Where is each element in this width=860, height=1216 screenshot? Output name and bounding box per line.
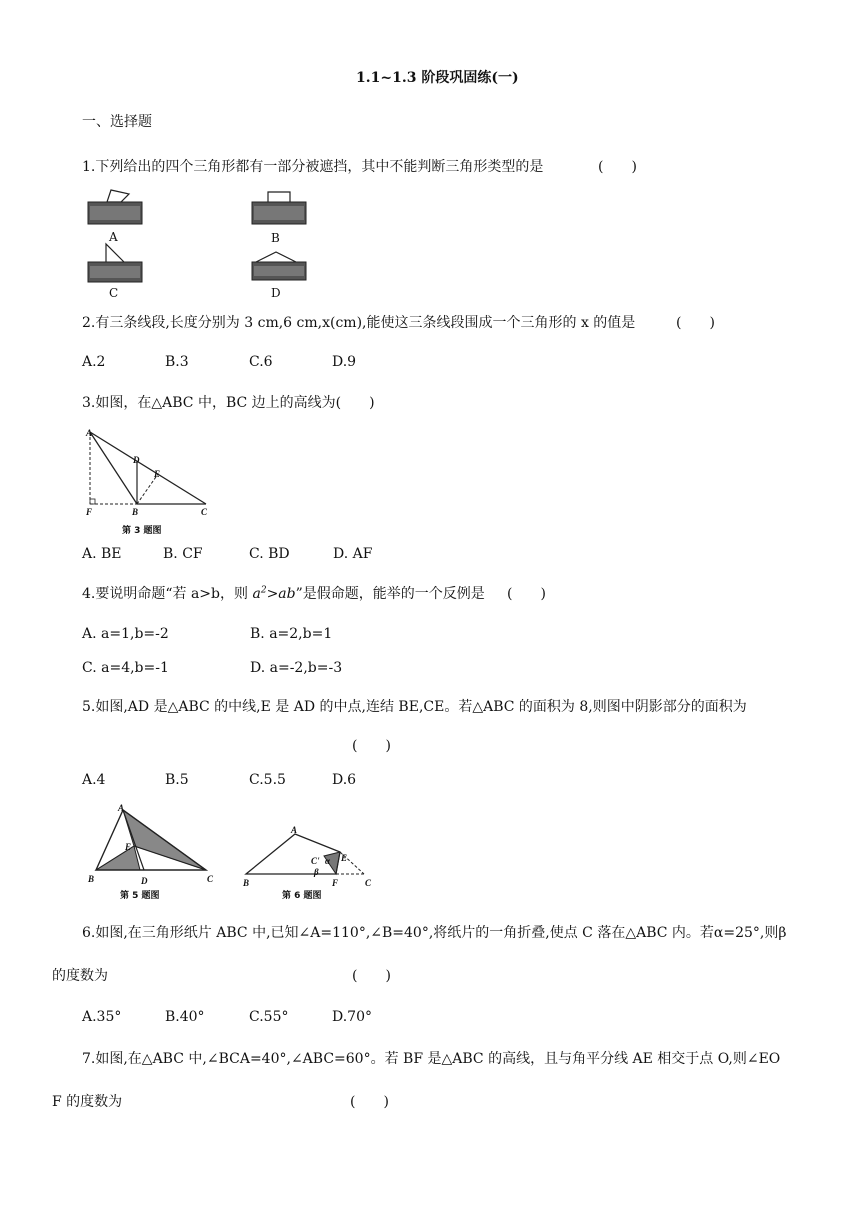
q3-option-d: D. AF (333, 546, 373, 562)
q4-math-base: a (252, 586, 261, 602)
q5-text: 5.如图,AD 是△ABC 的中线,E 是 AD 的中点,连结 BE,CE。若△ABC 的面积为 8,则图中阴影部分的面积为 (82, 699, 747, 715)
section-heading: 一、选择题 (82, 114, 152, 130)
q6-option-b: B.40° (165, 1009, 205, 1025)
q1-figure-c (84, 242, 146, 284)
q3-fig-caption: 第 3 题图 (122, 526, 162, 536)
q1-text: 1.下列给出的四个三角形都有一部分被遮挡，其中不能判断三角形类型的是 (82, 159, 544, 175)
q5-option-a: A.4 (82, 772, 106, 788)
q6-option-c: C.55° (249, 1009, 289, 1025)
q4-option-a: A. a=1,b=-2 (82, 626, 169, 642)
q3-fig-label-f: F (86, 507, 93, 517)
q6-fig-label-alpha: α (325, 856, 330, 866)
q6-fig-label-cprime: C' (311, 856, 320, 866)
q5-option-b: B.5 (165, 772, 189, 788)
q1-label-d: D (271, 286, 281, 300)
q2-option-c: C.6 (249, 354, 273, 370)
q2-option-a: A.2 (82, 354, 106, 370)
q4-paren: ( ) (507, 586, 546, 602)
q1-paren: ( ) (598, 159, 637, 175)
q6-fig-caption: 第 6 题图 (282, 891, 322, 901)
q4-math-rest: >ab (266, 586, 296, 602)
q3-option-b: B. CF (163, 546, 203, 562)
q6-fig-label-e: E (341, 853, 348, 863)
q5-fig-label-a: A (118, 803, 125, 813)
q5-option-d: D.6 (332, 772, 357, 788)
q5-fig-caption: 第 5 题图 (120, 891, 160, 901)
q1-label-a: A (109, 230, 118, 244)
q5-fig-label-e: E (125, 842, 132, 852)
q6-fig-label-f: F (332, 878, 339, 888)
q5-figure (88, 800, 218, 880)
q1-figure-b (248, 190, 310, 230)
q1-label-b: B (271, 231, 280, 245)
q3-fig-label-e: E (154, 469, 161, 479)
q7-text: 7.如图,在△ABC 中,∠BCA=40°,∠ABC=60°。若 BF 是△ABC 的高线，且与角平分线 AE 相交于点 O,则∠EO (82, 1051, 781, 1067)
q2-text: 2.有三条线段,长度分别为 3 cm,6 cm,x(cm),能使这三条线段围成一个三角形的 x 的值是 (82, 315, 636, 331)
q4-option-b: B. a=2,b=1 (250, 626, 333, 642)
q4-option-d: D. a=-2,b=-3 (250, 660, 343, 676)
q5-fig-label-c: C (207, 874, 214, 884)
q6-fig-label-beta: β (314, 867, 319, 877)
q3-text: 3.如图，在△ABC 中，BC 边上的高线为( ) (82, 395, 375, 411)
q2-option-b: B.3 (165, 354, 189, 370)
q6-fig-label-a: A (291, 825, 298, 835)
q6-paren: ( ) (352, 968, 391, 984)
q5-fig-label-b: B (88, 874, 95, 884)
q6-option-d: D.70° (332, 1009, 372, 1025)
q4-text-pre: 4.要说明命题“若 a>b，则 (82, 586, 249, 602)
q3-fig-label-d: D (133, 455, 140, 465)
q3-fig-label-b: B (132, 507, 139, 517)
q5-fig-label-d: D (141, 876, 148, 886)
q7-paren: ( ) (350, 1094, 389, 1110)
q6-option-a: A.35° (82, 1009, 122, 1025)
page-title: 1.1~1.3 阶段巩固练(一) (356, 70, 519, 86)
q7-text-cont: F 的度数为 (52, 1094, 123, 1110)
q4-math-exponent: 2 (260, 585, 267, 596)
q2-paren: ( ) (676, 315, 715, 331)
q2-option-d: D.9 (332, 354, 357, 370)
q5-paren: ( ) (352, 738, 391, 754)
q1-label-c: C (109, 286, 119, 300)
q3-option-c: C. BD (249, 546, 290, 562)
q6-fig-label-c: C (365, 878, 372, 888)
q1-figure-d (248, 248, 310, 284)
q3-option-a: A. BE (82, 546, 122, 562)
q3-fig-label-c: C (201, 507, 208, 517)
q4-text (82, 585, 485, 603)
q5-option-c: C.5.5 (249, 772, 286, 788)
q6-text-cont: 的度数为 (52, 968, 108, 984)
q6-fig-label-b: B (243, 878, 250, 888)
q3-fig-label-a: A (86, 428, 93, 438)
q4-text-post: ”是假命题，能举的一个反例是 (295, 586, 485, 602)
q6-figure (240, 822, 380, 882)
q4-option-c: C. a=4,b=-1 (82, 660, 169, 676)
q1-figure-a (84, 188, 146, 228)
q6-text: 6.如图,在三角形纸片 ABC 中,已知∠A=110°,∠B=40°,将纸片的一角折叠,使点 C 落在△ABC 内。若α=25°,则β (82, 925, 787, 941)
